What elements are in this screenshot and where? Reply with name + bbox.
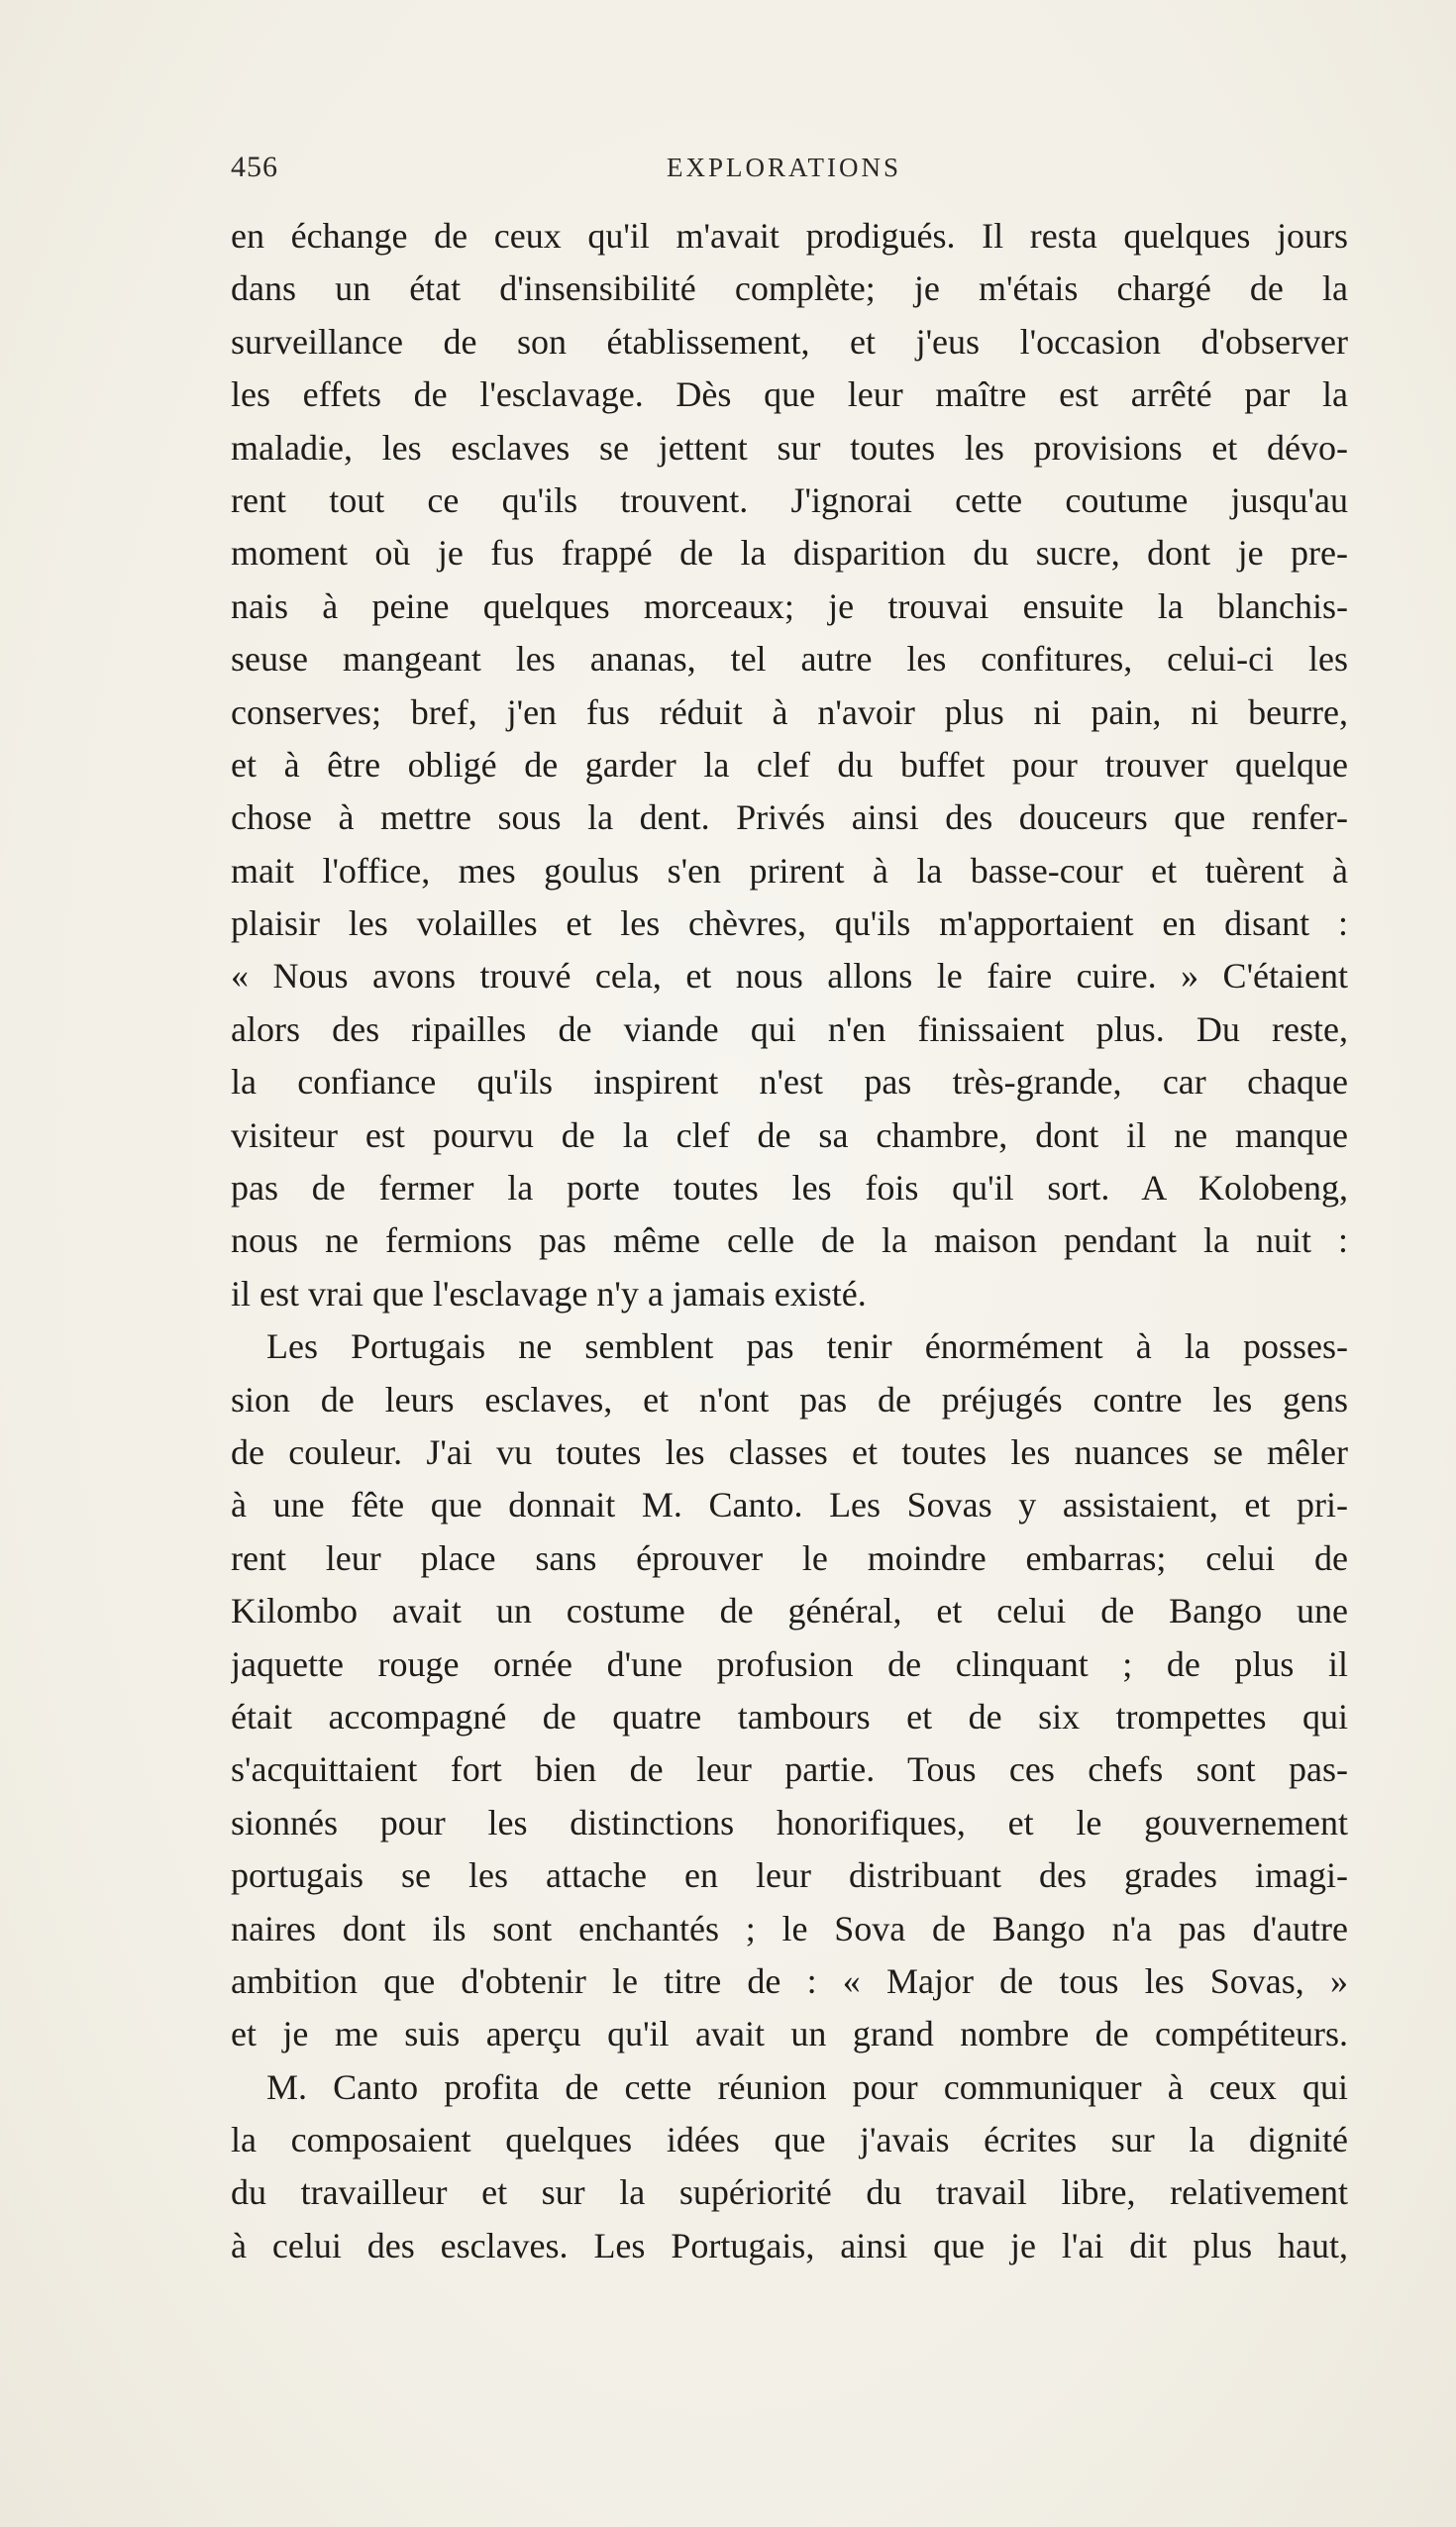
text-line: chose à mettre sous la dent. Privés ainsi des douceurs que renfer-: [231, 797, 1348, 838]
text-line: de couleur. J'ai vu toutes les classes et toutes les nuances se mêler: [231, 1431, 1348, 1472]
text-line: mait l'office, mes goulus s'en prirent à la basse-cour et tuèrent à: [231, 850, 1348, 891]
text-line: était accompagné de quatre tambours et de six trompettes qui: [231, 1696, 1348, 1737]
text-line: en échange de ceux qu'il m'avait prodigués. Il resta quelques jours: [231, 216, 1348, 256]
text-line: conserves; bref, j'en fus réduit à n'avoir plus ni pain, ni beurre,: [231, 691, 1348, 732]
text-line: nous ne fermions pas même celle de la maison pendant la nuit :: [231, 1220, 1348, 1261]
text-line: dans un état d'insensibilité complète; je m'étais chargé de la: [231, 268, 1348, 309]
text-line: naires dont ils sont enchantés ; le Sova de Bango n'a pas d'autre: [231, 1908, 1348, 1948]
text-line: rent tout ce qu'ils trouvent. J'ignorai cette coutume jusqu'au: [231, 479, 1348, 520]
text-line: rent leur place sans éprouver le moindre embarras; celui de: [231, 1537, 1348, 1578]
text-line: nais à peine quelques morceaux; je trouvai ensuite la blanchis-: [231, 585, 1348, 626]
text-line: Kilombo avait un costume de général, et celui de Bango une: [231, 1591, 1348, 1632]
paragraph-start-line: Les Portugais ne semblent pas tenir énormément à la posses-: [266, 1326, 1348, 1367]
paragraph-start-line: M. Canto profita de cette réunion pour communiquer à ceux qui: [266, 2066, 1348, 2107]
paragraph-end-line: et je me suis aperçu qu'il avait un grand nombre de compétiteurs.: [231, 2014, 1348, 2054]
text-line: jaquette rouge ornée d'une profusion de clinquant ; de plus il: [231, 1643, 1348, 1684]
text-line: pas de fermer la porte toutes les fois qu'il sort. A Kolobeng,: [231, 1168, 1348, 1209]
text-line: visiteur est pourvu de la clef de sa chambre, dont il ne manque: [231, 1114, 1348, 1155]
paragraph-end-line: il est vrai que l'esclavage n'y a jamais existé.: [231, 1273, 867, 1314]
text-line: portugais se les attache en leur distribuant des grades imagi-: [231, 1855, 1348, 1896]
text-line: moment où je fus frappé de la disparition du sucre, dont je pre-: [231, 533, 1348, 574]
text-line: maladie, les esclaves se jettent sur toutes les provisions et dévo-: [231, 427, 1348, 468]
text-line: la confiance qu'ils inspirent n'est pas très-grande, car chaque: [231, 1062, 1348, 1103]
text-line: et à être obligé de garder la clef du buffet pour trouver quelque: [231, 744, 1348, 785]
body-text: [231, 210, 1348, 2272]
text-line: alors des ripailles de viande qui n'en finissaient plus. Du reste,: [231, 1008, 1348, 1049]
text-line: s'acquittaient fort bien de leur partie. Tous ces chefs sont pas-: [231, 1749, 1348, 1790]
text-line: à celui des esclaves. Les Portugais, ainsi que je l'ai dit plus haut,: [231, 2225, 1348, 2265]
text-line: surveillance de son établissement, et j'eus l'occasion d'observer: [231, 321, 1348, 362]
text-line: les effets de l'esclavage. Dès que leur maître est arrêté par la: [231, 374, 1348, 415]
text-line: sionnés pour les distinctions honorifiques, et le gouvernement: [231, 1802, 1348, 1843]
text-line: du travailleur et sur la supériorité du travail libre, relativement: [231, 2172, 1348, 2213]
text-line: la composaient quelques idées que j'avais écrites sur la dignité: [231, 2120, 1348, 2160]
text-line: « Nous avons trouvé cela, et nous allons le faire cuire. » C'étaient: [231, 956, 1348, 997]
page-header: [231, 151, 1350, 190]
text-line: ambition que d'obtenir le titre de : « Major de tous les Sovas, »: [231, 1960, 1348, 2001]
text-line: sion de leurs esclaves, et n'ont pas de préjugés contre les gens: [231, 1379, 1348, 1420]
page-number: 456: [231, 151, 278, 183]
text-line: à une fête que donnait M. Canto. Les Sovas y assistaient, et pri-: [231, 1485, 1348, 1526]
text-line: seuse mangeant les ananas, tel autre les confitures, celui-ci les: [231, 639, 1348, 680]
text-line: plaisir les volailles et les chèvres, qu'ils m'apportaient en disant :: [231, 903, 1348, 944]
running-head: EXPLORATIONS: [667, 153, 902, 182]
